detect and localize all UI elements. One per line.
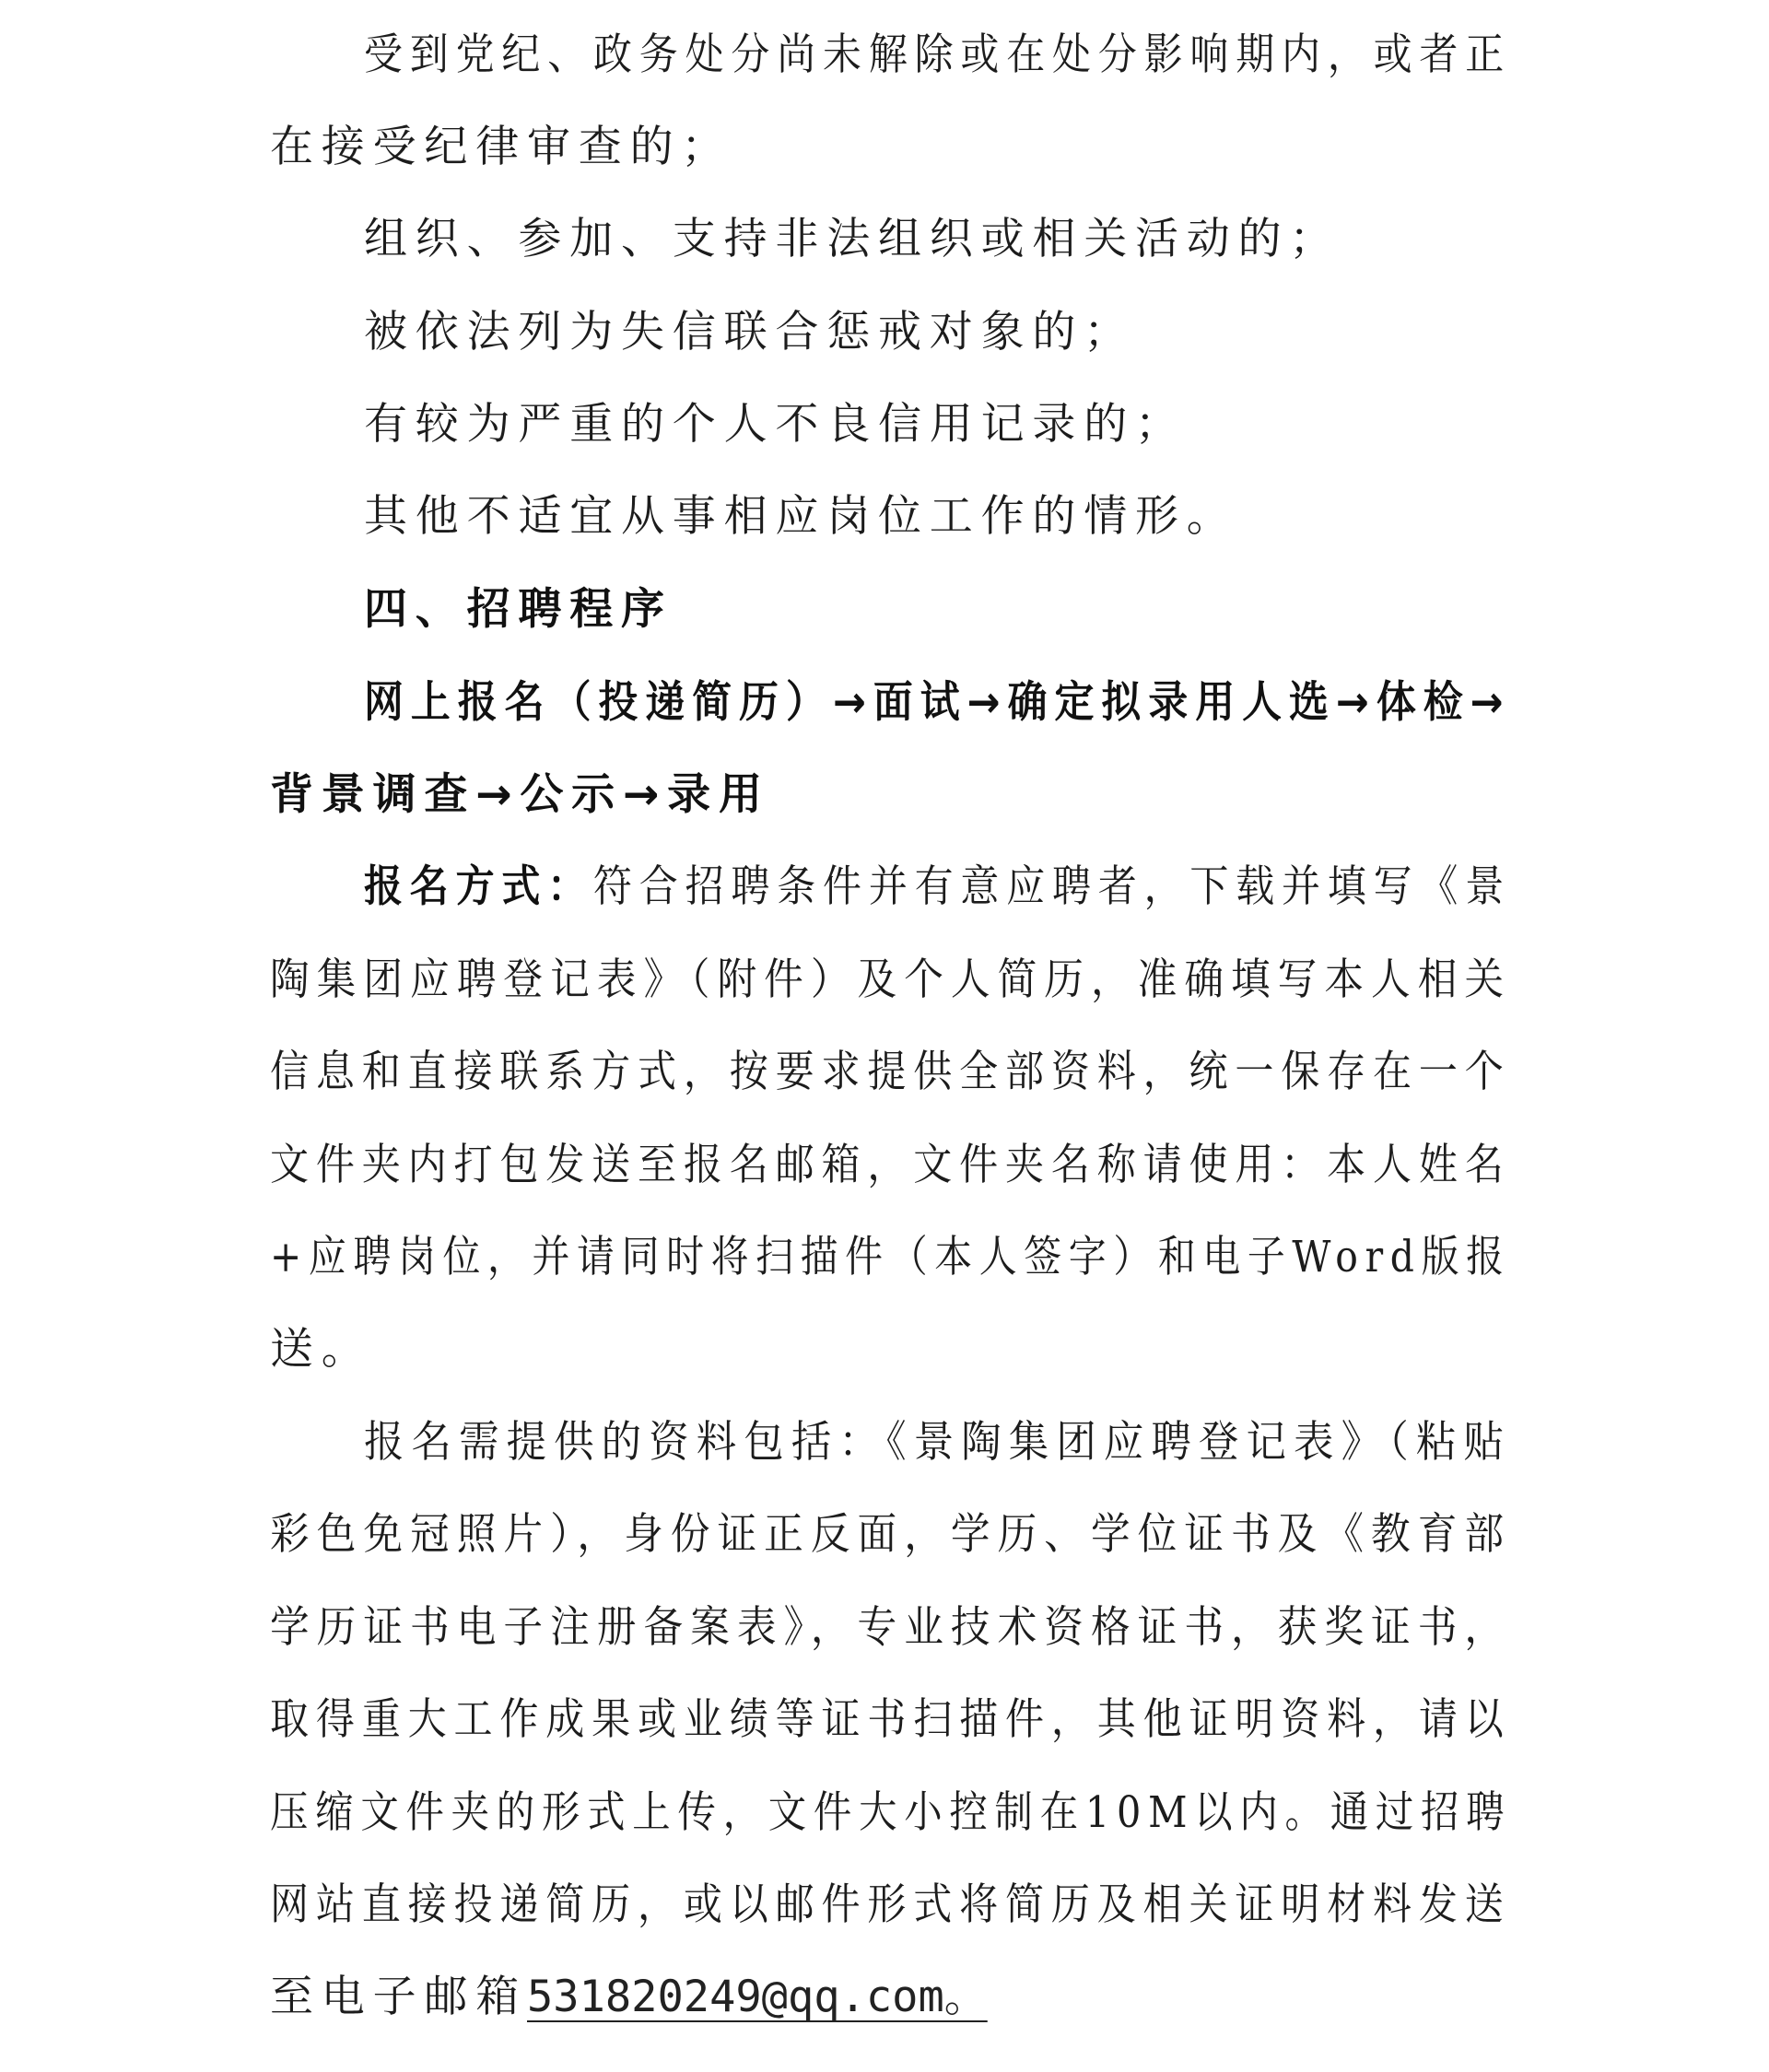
procedure-line: 背景调查→公示→录用	[270, 769, 770, 820]
materials-line: 网站直接投递简历，或以邮件形式将简历及相关证明材料发送	[270, 1879, 1511, 1930]
method-line	[364, 860, 1511, 915]
method-line: 信息和直接联系方式，按要求提供全部资料，统一保存在一个	[270, 1047, 1511, 1097]
method-line: +应聘岗位，并请同时将扫描件（本人签字）和电子Word版报	[270, 1232, 1511, 1282]
materials-line: 彩色免冠照片），身份证正反面，学历、学位证书及《教育部	[270, 1509, 1512, 1560]
paragraph-line: 有较为严重的个人不良信用记录的；	[364, 399, 1187, 450]
method-text: 符合招聘条件并有意应聘者，下载并填写《景	[593, 861, 1512, 912]
paragraph-line: 受到党纪、政务处分尚未解除或在处分影响期内，或者正	[364, 29, 1512, 80]
email-link[interactable]: 531820249@qq.com。	[527, 1972, 988, 2022]
materials-line: 报名需提供的资料包括：《景陶集团应聘登记表》（粘贴	[364, 1417, 1512, 1468]
section-heading: 四、招聘程序	[364, 584, 673, 635]
email-prefix: 至电子邮箱	[270, 1972, 527, 2022]
method-line: 陶集团应聘登记表》（附件）及个人简历，准确填写本人相关	[270, 954, 1512, 1005]
email-line	[270, 1970, 988, 2025]
paragraph-line: 其他不适宜从事相应岗位工作的情形。	[364, 491, 1238, 542]
method-label: 报名方式：	[364, 861, 594, 912]
paragraph-line: 在接受纪律审查的；	[270, 122, 733, 172]
materials-line: 取得重大工作成果或业绩等证书扫描件，其他证明资料，请以	[270, 1694, 1511, 1745]
method-line: 送。	[270, 1324, 373, 1375]
procedure-line: 网上报名（投递简历）→面试→确定拟录用人选→体检→	[364, 677, 1511, 728]
paragraph-line: 被依法列为失信联合惩戒对象的；	[364, 307, 1135, 357]
paragraph-line: 组织、参加、支持非法组织或相关活动的；	[364, 214, 1341, 264]
materials-line: 学历证书电子注册备案表》，专业技术资格证书，获奖证书，	[270, 1602, 1512, 1653]
materials-line: 压缩文件夹的形式上传，文件大小控制在10M以内。通过招聘	[270, 1787, 1512, 1838]
method-line: 文件夹内打包发送至报名邮箱，文件夹名称请使用：本人姓名	[270, 1140, 1511, 1190]
